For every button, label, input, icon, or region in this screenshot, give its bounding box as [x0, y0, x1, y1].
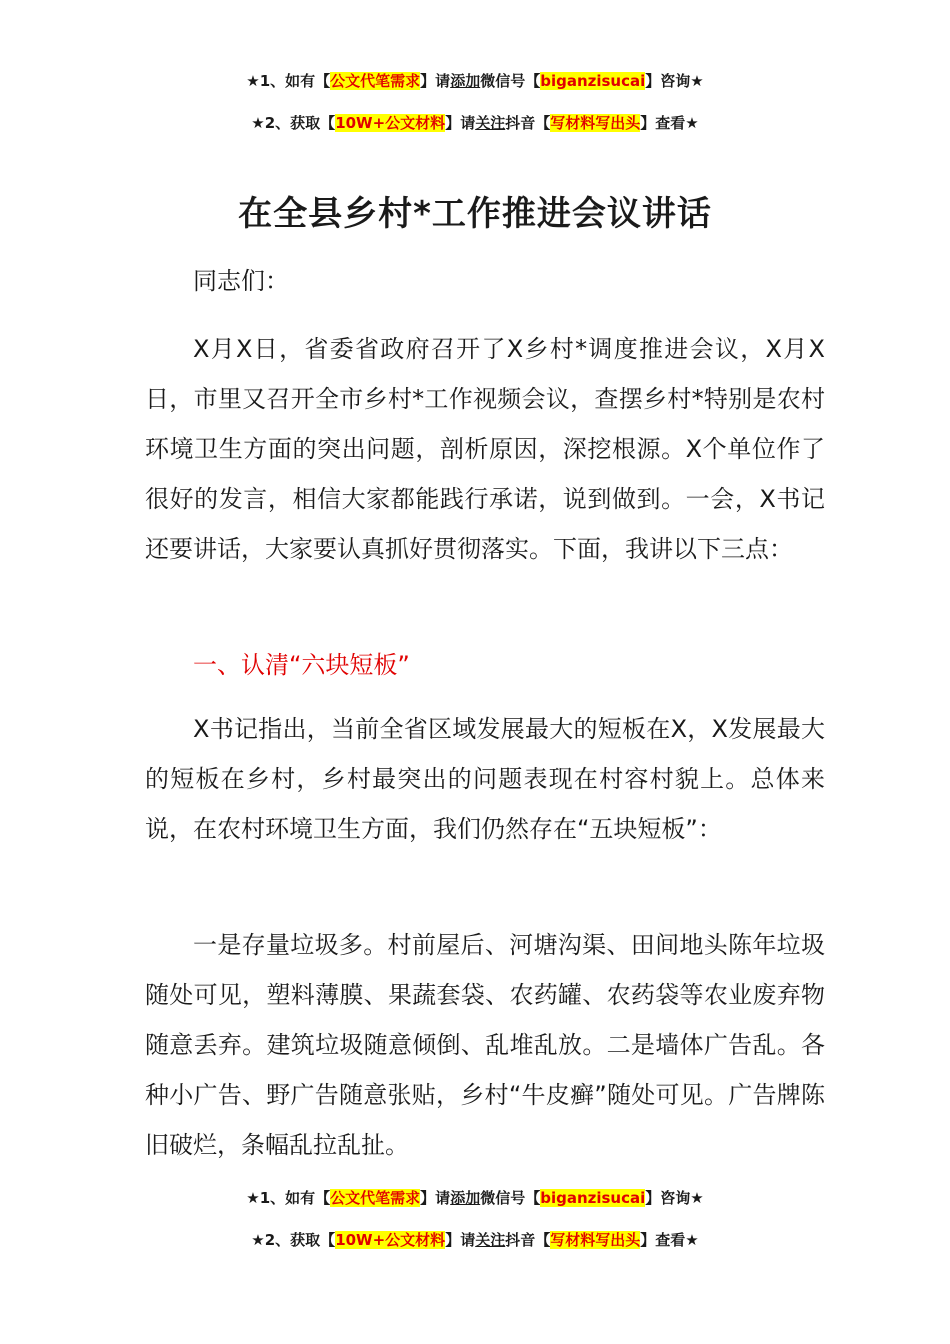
banner-highlight-materials: 10W+公文材料 — [335, 1231, 446, 1249]
banner-text: 】查看★ — [640, 1231, 699, 1249]
banner-highlight-service: 公文代笔需求 — [330, 1189, 421, 1207]
banner-text: 】咨询★ — [645, 72, 704, 90]
paragraph-intro: X月X日，省委省政府召开了X乡村*调度推进会议，X月X日，市里又召开全市乡村*工作视频会议，查摆乡村*特别是农村环境卫生方面的突出问题，剖析原因，深挖根源。X个单位作了很好的发言，相信大家都能践行承诺，说到做到。一会，X书记还要讲话，大家要认真抓好贯彻落实。下面，我讲以下三点： — [145, 335, 825, 563]
banner-underline-follow: 关注 — [475, 114, 506, 132]
banner-text: 】查看★ — [640, 114, 699, 132]
top-banner-line-1 — [0, 70, 950, 91]
banner-text: 】咨询★ — [645, 1189, 704, 1207]
banner-text: 抖音【 — [505, 1231, 551, 1249]
banner-highlight-service: 公文代笔需求 — [330, 72, 421, 90]
banner-text: 】请 — [420, 72, 451, 90]
paragraph-shortboards: X书记指出，当前全省区域发展最大的短板在X，X发展最大的短板在乡村，乡村最突出的问题表现在村容村貌上。总体来说，在农村环境卫生方面，我们仍然存在“五块短板”： — [145, 715, 825, 843]
banner-text: 】请 — [445, 1231, 476, 1249]
bottom-banner-line-1 — [0, 1187, 950, 1208]
banner-text: ★2、获取【 — [251, 1231, 336, 1249]
banner-highlight-douyin: 写材料写出头 — [550, 1231, 641, 1249]
section-heading-1: 一、认清“六块短板” — [193, 651, 410, 679]
paragraph-details: 一是存量垃圾多。村前屋后、河塘沟渠、田间地头陈年垃圾随处可见，塑料薄膜、果蔬套袋、农药罐、农药袋等农业废弃物随意丢弃。建筑垃圾随意倾倒、乱堆乱放。二是墙体广告乱。各种小广告、野广告随意张贴，乡村“牛皮癣”随处可见。广告牌陈旧破烂，条幅乱拉乱扯。 — [145, 931, 825, 1159]
bottom-banner-line-2 — [0, 1229, 950, 1250]
banner-text: 微信号【 — [480, 1189, 541, 1207]
banner-highlight-materials: 10W+公文材料 — [335, 114, 446, 132]
banner-text: 】请 — [420, 1189, 451, 1207]
banner-text: ★1、如有【 — [246, 72, 331, 90]
banner-underline-follow: 关注 — [475, 1231, 506, 1249]
top-banner-line-2 — [0, 112, 950, 133]
banner-text: 微信号【 — [480, 72, 541, 90]
banner-text: ★1、如有【 — [246, 1189, 331, 1207]
banner-text: 抖音【 — [505, 114, 551, 132]
salutation: 同志们： — [193, 267, 289, 295]
document-title: 在全县乡村*工作推进会议讲话 — [238, 194, 712, 234]
banner-text: 】请 — [445, 114, 476, 132]
banner-highlight-wechat-id: biganzisucai — [540, 72, 646, 90]
banner-underline-add: 添加 — [450, 1189, 481, 1207]
banner-text: ★2、获取【 — [251, 114, 336, 132]
banner-highlight-douyin: 写材料写出头 — [550, 114, 641, 132]
banner-highlight-wechat-id: biganzisucai — [540, 1189, 646, 1207]
banner-underline-add: 添加 — [450, 72, 481, 90]
